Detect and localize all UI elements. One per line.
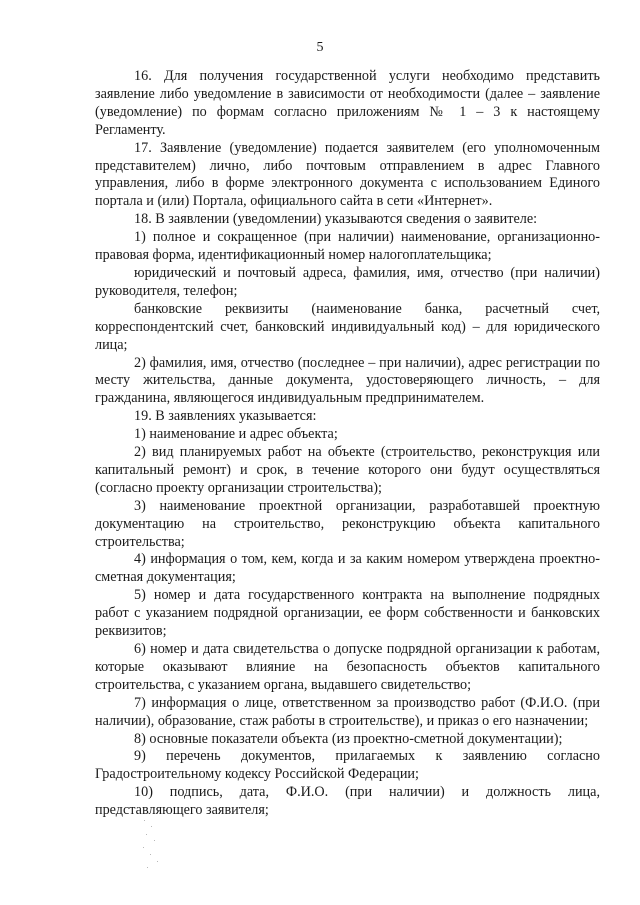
paragraph-19-item-4: 4) информация о том, кем, когда и за каким номером утверждена проектно-сметная документация;: [95, 551, 600, 586]
paragraph-19-item-3: 3) наименование проектной организации, разработавшей проектную документацию на строительство, реконструкцию объекта капитального строительства;: [95, 497, 600, 550]
document-body: [95, 68, 600, 820]
paragraph-16: 16. Для получения государственной услуги необходимо представить заявление либо уведомление в зависимости от необходимости (далее – заявление (уведомление) по формам согласно приложениям № 1 – 3 к настоящему Регламенту.: [95, 68, 600, 138]
paragraph-19-item-6: 6) номер и дата свидетельства о допуске подрядной организации к работам, которые оказывают влияние на безопасность объектов капитального строительства, с указанием органа, выдавшего свидетельство;: [95, 641, 600, 693]
paragraph-18-item-2: 2) фамилия, имя, отчество (последнее – при наличии), адрес регистрации по месту жительства, данные документа, удостоверяющего личность, – для гражданина, являющегося индивидуальным предпринимателем.: [95, 354, 600, 407]
paragraph-19-item-1: 1) наименование и адрес объекта;: [134, 426, 338, 443]
paragraph-19-item-10: 10) подпись, дата, Ф.И.О. (при наличии) и должность лица, представляющего заявителя;: [95, 784, 600, 819]
paragraph-19-item-8: 8) основные показатели объекта (из проектно-сметной документации);: [134, 730, 563, 747]
paragraph-17: 17. Заявление (уведомление) подается заявителем (его уполномоченным представителем) лично, либо почтовым отправлением в адрес Главного управления, либо в форме электронного документа с использованием Единого портала и (или) Портала, официального сайта в сети «Интернет».: [95, 139, 600, 210]
page-number: 5: [316, 40, 324, 55]
paragraph-18-item-1: 1) полное и сокращенное (при наличии) наименование, организационно-правовая форма, идентификационный номер налогоплательщика;: [95, 229, 600, 264]
paragraph-19-item-5: 5) номер и дата государственного контракта на выполнение подрядных работ с указанием подрядной организации, ее форм собственности и банковских реквизитов;: [95, 587, 600, 640]
scan-artifact: [142, 820, 162, 870]
paragraph-18-item-1-addresses: юридический и почтовый адреса, фамилия, имя, отчество (при наличии) руководителя, телефон;: [95, 264, 600, 299]
paragraph-19-item-7: 7) информация о лице, ответственном за производство работ (Ф.И.О. (при наличии), образование, стаж работы в строительстве), и приказ о его назначении;: [95, 694, 600, 729]
paragraph-18: 18. В заявлении (уведомлении) указываются сведения о заявителе:: [134, 211, 538, 228]
paragraph-18-item-1-bank: банковские реквизиты (наименование банка, расчетный счет, корреспондентский счет, банковский индивидуальный код) – для юридического лица;: [95, 300, 600, 353]
paragraph-19-item-9: 9) перечень документов, прилагаемых к заявлению согласно Градостроительному кодексу Российской Федерации;: [95, 748, 600, 783]
paragraph-19-item-2: 2) вид планируемых работ на объекте (строительство, реконструкция или капитальный ремонт) и срок, в течение которого они будут осуществляться (согласно проекту организации строительства);: [95, 444, 600, 496]
paragraph-19: 19. В заявлениях указывается:: [134, 408, 317, 425]
